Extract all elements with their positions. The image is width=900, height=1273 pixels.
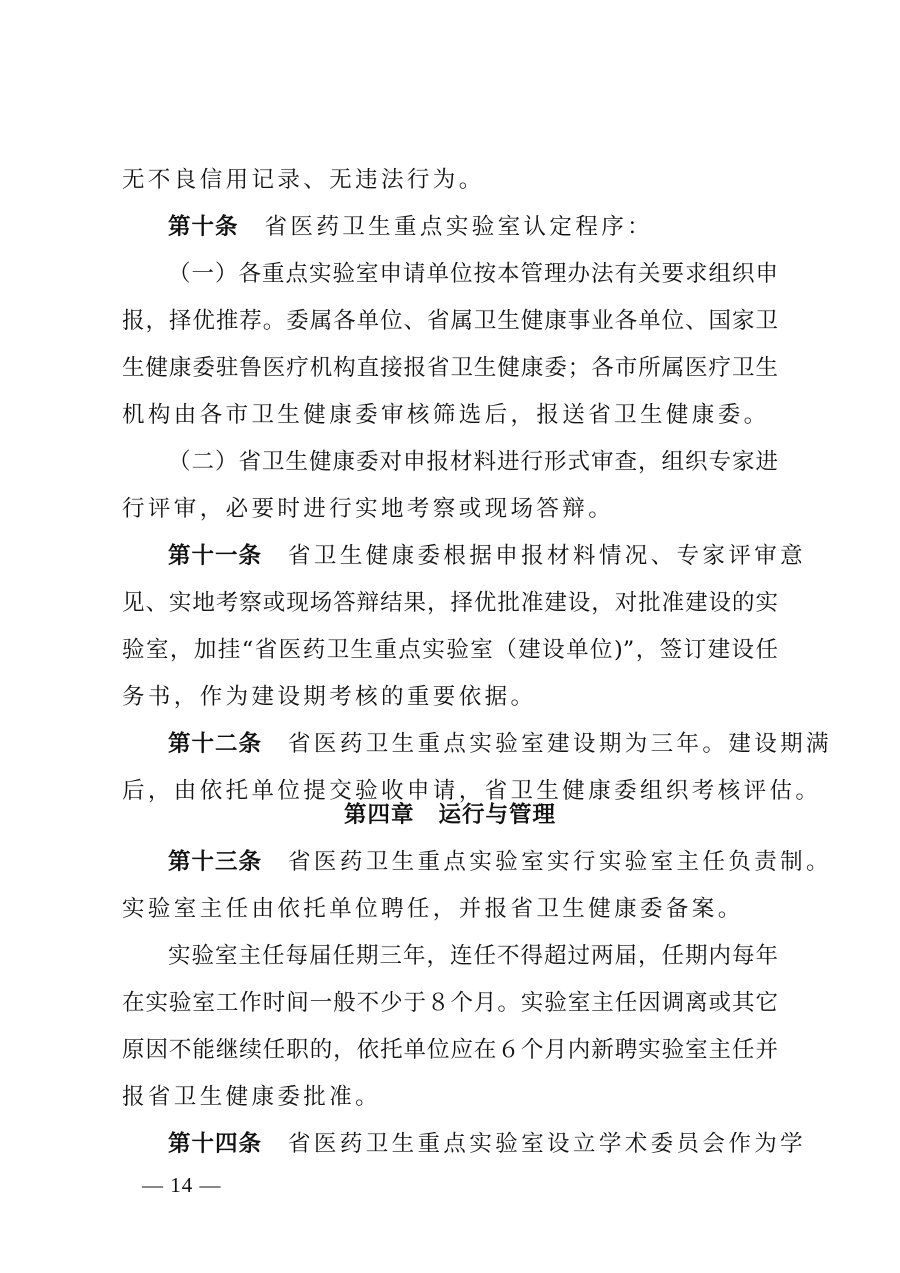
article-12-line [168,724,832,764]
text-line: 原因不能继续任职的，依托单位应在６个月内新聘实验室主任并 [122,1037,778,1063]
text-line: 行评审，必要时进行实地考察或现场答辩。 [122,496,615,522]
text-line: 验室，加挂“省医药卫生重点实验室（建设单位)”，签订建设任 [122,637,778,663]
article-text: 省医药卫生重点实验室设立学术委员会作为学 [288,1131,807,1157]
text-line: 后，由依托单位提交验收申请，省卫生健康委组织考核评估。 [122,778,822,804]
text-line: 无不良信用记录、无违法行为。 [122,167,485,193]
text-line: 实验室主任每届任期三年，连任不得超过两届，任期内每年 [168,943,778,969]
article-11-line [168,536,807,576]
article-text: 省卫生健康委根据申报材料情况、专家评审意 [288,543,807,569]
article-text: 省医药卫生重点实验室认定程序： [264,214,654,240]
text-line: 实验室主任由依托单位聘任，并报省卫生健康委备案。 [122,896,744,922]
article-label: 第十一条 [168,543,263,569]
chapter-number: 第四章 [343,802,415,828]
chapter-heading [0,795,900,835]
text-line: 见、实地考察或现场答辩结果，择优批准建设，对批准建设的实 [122,590,778,616]
article-text: 省医药卫生重点实验室建设期为三年。建设期满 [288,731,832,757]
article-label: 第十三条 [168,849,263,875]
text-line: 在实验室工作时间一般不少于８个月。实验室主任因调离或其它 [122,990,778,1016]
text-line: 报省卫生健康委批准。 [122,1084,382,1110]
text-line: 务书，作为建设期考核的重要依据。 [122,684,537,710]
article-text: 省医药卫生重点实验室实行实验室主任负责制。 [288,849,832,875]
article-13-line [168,842,832,882]
article-10-line [168,207,653,247]
article-label: 第十二条 [168,731,263,757]
text-line: （一）各重点实验室申请单位按本管理办法有关要求组织申 [168,261,778,287]
article-label: 第十四条 [168,1131,263,1157]
page-number: — 14 — [142,1173,222,1197]
article-label: 第十条 [168,214,239,240]
text-line: 生健康委驻鲁医疗机构直接报省卫生健康委；各市所属医疗卫生 [122,355,778,381]
text-line: 报，择优推荐。委属各单位、省属卫生健康事业各单位、国家卫 [122,308,778,334]
text-line: 机构由各市卫生健康委审核筛选后，报送省卫生健康委。 [122,402,770,428]
article-14-line [168,1124,807,1164]
chapter-title: 运行与管理 [438,802,557,828]
text-line: （二）省卫生健康委对申报材料进行形式审查，组织专家进 [168,449,778,475]
